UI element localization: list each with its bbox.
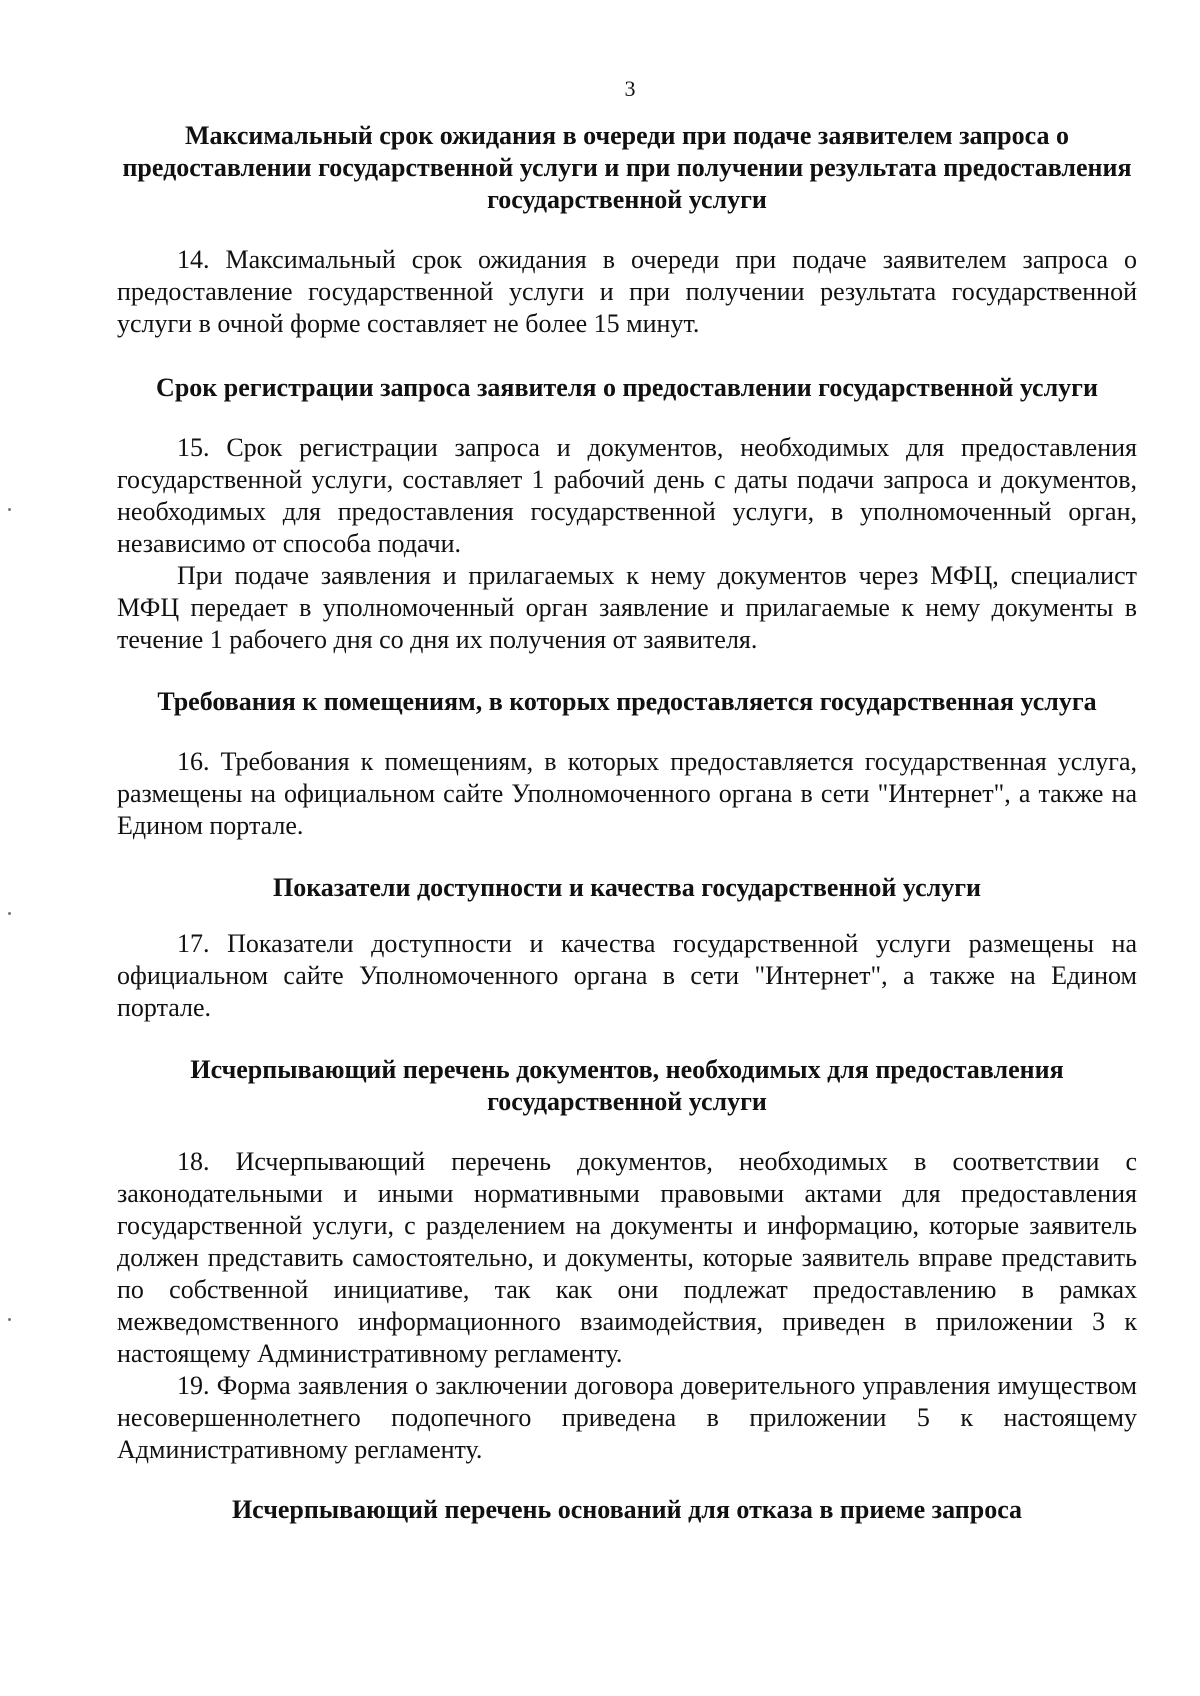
section-registration-time: [117, 372, 1137, 656]
paragraph-14: 14. Максимальный срок ожидания в очереди при подаче заявителем запроса о предоставление государственной услуги и при получении результата государственной услуги в очной форме составляет не более 15 минут.: [117, 245, 1137, 338]
paragraph-16: 16. Требования к помещениям, в которых предоставляется государственная услуга, размещены на официальном сайте Уполномоченного органа в сети "Интернет", а также на Едином портале.: [117, 747, 1137, 840]
section-refusal-grounds: [117, 1494, 1137, 1526]
document-body: [117, 120, 1137, 1526]
section-heading: Требования к помещениям, в которых предоставляется государственная услуга: [157, 687, 1097, 716]
paragraph-19: 19. Форма заявления о заключении договора доверительного управления имуществом несовершеннолетнего подопечного приведена в приложении 5 к настоящему Административному регламенту.: [117, 1371, 1137, 1464]
page-number: 3: [624, 76, 636, 101]
scan-mark: [8, 508, 11, 511]
paragraph-17: 17. Показатели доступности и качества государственной услуги размещены на официальном сайте Уполномоченного органа в сети "Интернет", а также на Едином портале.: [117, 929, 1137, 1022]
section-heading: Исчерпывающий перечень документов, необходимых для предоставления государственной услуги: [190, 1055, 1064, 1116]
section-heading: Показатели доступности и качества государственной услуги: [272, 873, 982, 902]
paragraph-15: 15. Срок регистрации запроса и документов, необходимых для предоставления государственной услуги, составляет 1 рабочий день с даты подачи запроса и документов, необходимых для предоставления государственной услуги, в уполномоченный орган, независимо от способа подачи.: [117, 433, 1137, 558]
section-heading: Исчерпывающий перечень оснований для отказа в приеме запроса: [231, 1495, 1023, 1524]
paragraph-15-mfc: При подаче заявления и прилагаемых к нему документов через МФЦ, специалист МФЦ передает в уполномоченный орган заявление и прилагаемые к нему документы в течение 1 рабочего дня со дня их получения от заявителя.: [117, 561, 1137, 654]
scan-mark: [8, 1318, 11, 1321]
section-premises-requirements: [117, 686, 1137, 842]
scan-mark: [8, 912, 11, 915]
section-quality-indicators: [117, 872, 1137, 1024]
section-heading: Максимальный срок ожидания в очереди при подаче заявителем запроса о предоставлении государственной услуги и при получении результата предоставления государственной услуги: [122, 121, 1132, 214]
paragraph-18: 18. Исчерпывающий перечень документов, необходимых в соответствии с законодательными и иными нормативными правовыми актами для предоставления государственной услуги, с разделением на документы и информацию, которые заявитель должен представить самостоятельно, и документы, которые заявитель вправе представить по собственной инициативе, так как они подлежат предоставлению в рамках межведомственного информационного взаимодействия, приведен в приложении 3 к настоящему Административному регламенту.: [117, 1147, 1137, 1368]
section-heading: Срок регистрации запроса заявителя о предоставлении государственной услуги: [156, 373, 1098, 402]
section-queue-time: [117, 120, 1137, 340]
section-documents-list: [117, 1054, 1137, 1466]
